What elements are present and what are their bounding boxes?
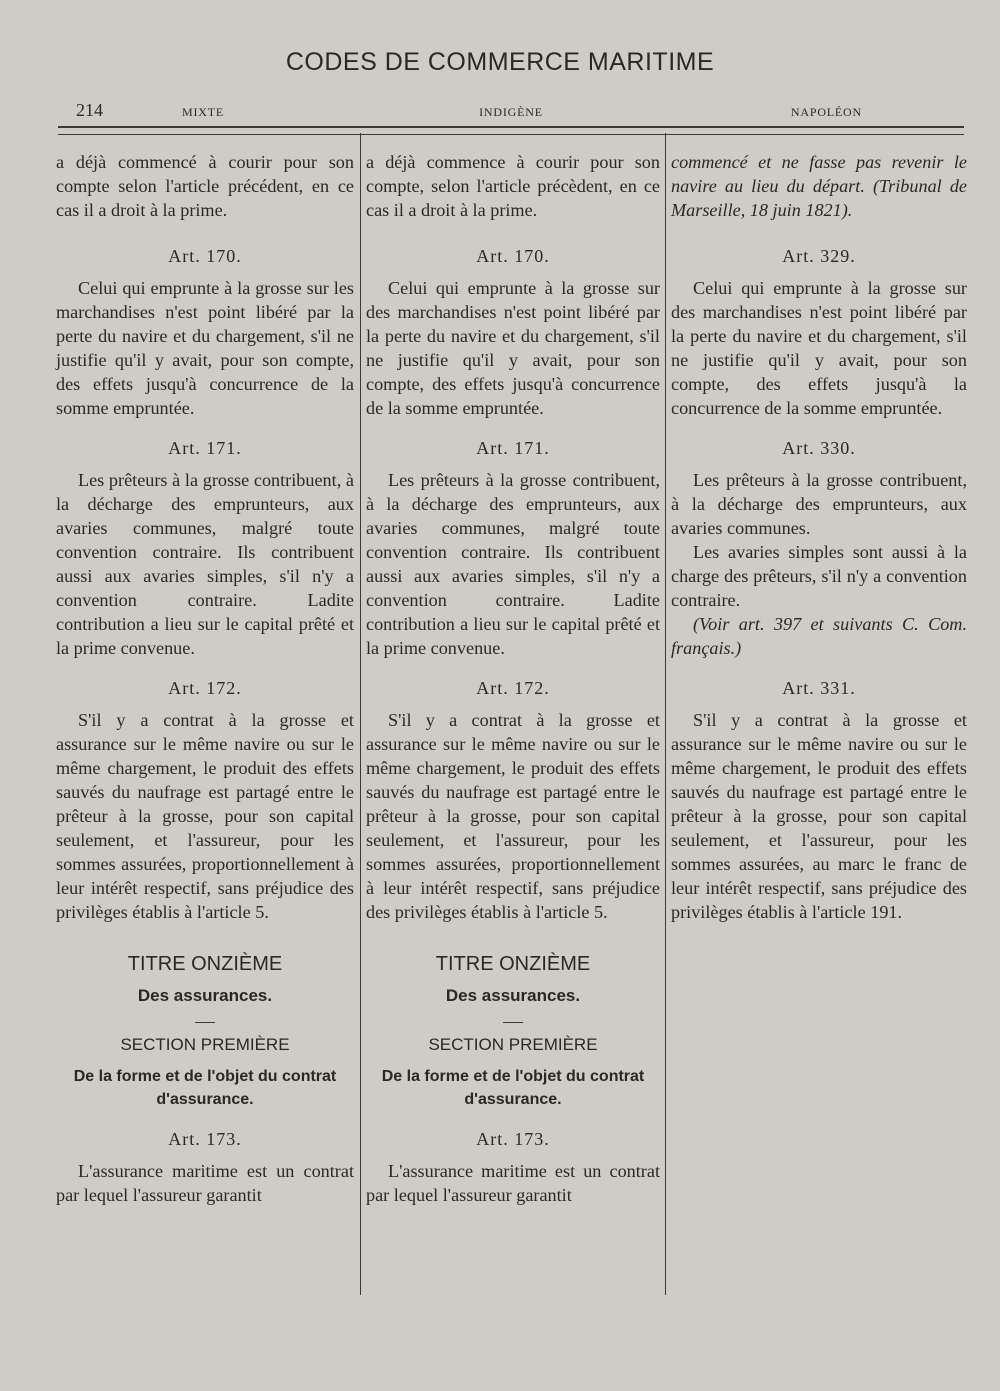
titre-subheading: Des assurances. [137, 986, 273, 1005]
column-divider-1 [360, 133, 361, 1295]
separator-dash [503, 1022, 523, 1023]
article-heading: Art. 330. [782, 438, 856, 458]
section-heading: SECTION PREMIÈRE [428, 1035, 598, 1054]
article-heading: Art. 171. [476, 438, 550, 458]
column-indigene [366, 150, 660, 1207]
column-mixte [56, 150, 354, 1207]
column-header-mixte: MIXTE [182, 105, 224, 119]
intro-paragraph: commencé et ne fasse pas revenir le navire au lieu du départ. (Tribunal de Marseille, 18 juin 1821). [671, 152, 967, 220]
section-subheading: De la forme et de l'objet du contrat d'assurance. [73, 1068, 337, 1108]
article-heading: Art. 173. [476, 1129, 550, 1149]
article-heading: Art. 172. [476, 678, 550, 698]
titre-heading: TITRE ONZIÈME [127, 953, 283, 975]
article-note: (Voir art. 397 et suivants C. Com. français.) [671, 614, 967, 658]
article-heading: Art. 170. [476, 246, 550, 266]
page-number: 214 [76, 100, 103, 120]
article-text: Celui qui emprunte à la grosse sur des marchandises n'est point libéré par la perte du navire et du chargement, s'il ne justifie qu'il y avait, pour son compte, des effets jusqu'à concurrence de la somme empruntée. [366, 278, 660, 418]
section-heading: SECTION PREMIÈRE [120, 1035, 290, 1054]
article-heading: Art. 329. [782, 246, 856, 266]
column-header-indigene: INDIGÈNE [479, 105, 543, 119]
article-text: S'il y a contrat à la grosse et assurance sur le même navire ou sur le même chargement, le produit des effets sauvés du naufrage est partagé entre le prêteur à la grosse, pour son capital seulement, et l'assureur, pour les sommes assurées, au marc le franc de leur intérêt respectif, sans préjudice des privilèges établis à l'article 191. [671, 710, 967, 922]
titre-heading: TITRE ONZIÈME [435, 953, 591, 975]
article-text: L'assurance maritime est un contrat par lequel l'assureur garantit [366, 1161, 660, 1205]
article-text: Les prêteurs à la grosse contribuent, à la décharge des emprunteurs, aux avaries communes. [671, 470, 967, 538]
column-divider-2 [665, 133, 666, 1295]
article-heading: Art. 171. [168, 438, 242, 458]
article-text: Celui qui emprunte à la grosse sur des marchandises n'est point libéré par la perte du navire et du chargement, s'il ne justifie qu'il y avait, pour son compte, des effets jusqu'à la concurrence de la somme empruntée. [671, 278, 967, 418]
article-heading: Art. 170. [168, 246, 242, 266]
article-text: Les prêteurs à la grosse contribuent, à la décharge des emprunteurs, aux avaries communes, malgré toute convention contraire. Ils contribuent aussi aux avaries simples, s'il n'y a convention contraire. Ladite contribution a lieu sur le capital prêté et la prime convenue. [366, 470, 660, 658]
titre-subheading: Des assurances. [445, 986, 581, 1005]
section-subheading: De la forme et de l'objet du contrat d'assurance. [381, 1068, 645, 1108]
article-text: Les prêteurs à la grosse contribuent, à la décharge des emprunteurs, aux avaries communes, malgré toute convention contraire. Ils contribuent aussi aux avaries simples, s'il n'y a convention contraire. Ladite contribution a lieu sur le capital prêté et la prime convenue. [56, 470, 354, 658]
article-text: S'il y a contrat à la grosse et assurance sur le même navire ou sur le même chargement, le produit des effets sauvés du naufrage est partagé entre le prêteur à la grosse, pour son capital seulement, et l'assureur, pour les sommes assurées, proportionnellement à leur intérêt respectif, sans préjudice des privilèges établis à l'article 5. [56, 710, 354, 922]
header-double-rule [58, 126, 964, 135]
article-heading: Art. 172. [168, 678, 242, 698]
page-title: CODES DE COMMERCE MARITIME [285, 48, 715, 76]
article-heading: Art. 173. [168, 1129, 242, 1149]
article-text: L'assurance maritime est un contrat par lequel l'assureur garantit [56, 1161, 354, 1205]
separator-dash [195, 1022, 215, 1023]
article-heading: Art. 331. [782, 678, 856, 698]
article-text: Les avaries simples sont aussi à la charge des prêteurs, s'il n'y a convention contraire. [671, 542, 967, 610]
column-napoleon [671, 150, 967, 924]
intro-paragraph: a déjà commence à courir pour son compte, selon l'article précèdent, en ce cas il a droit à la prime. [366, 152, 660, 220]
intro-paragraph: a déjà commencé à courir pour son compte selon l'article précédent, en ce cas il a droit à la prime. [56, 152, 354, 220]
column-header-napoleon: NAPOLÉON [790, 105, 862, 119]
article-text: S'il y a contrat à la grosse et assurance sur le même navire ou sur le même chargement, le produit des effets sauvés du naufrage est partagé entre le prêteur à la grosse, pour son capital seulement, et l'assureur, pour les sommes assurées, proportionnellement à leur intérêt respectif, sans préjudice des privilèges établis à l'article 5. [366, 710, 660, 922]
article-text: Celui qui emprunte à la grosse sur les marchandises n'est point libéré par la perte du navire et du chargement, s'il ne justifie qu'il y avait, pour son compte, des effets jusqu'à concurrence de la somme empruntée. [56, 278, 354, 418]
